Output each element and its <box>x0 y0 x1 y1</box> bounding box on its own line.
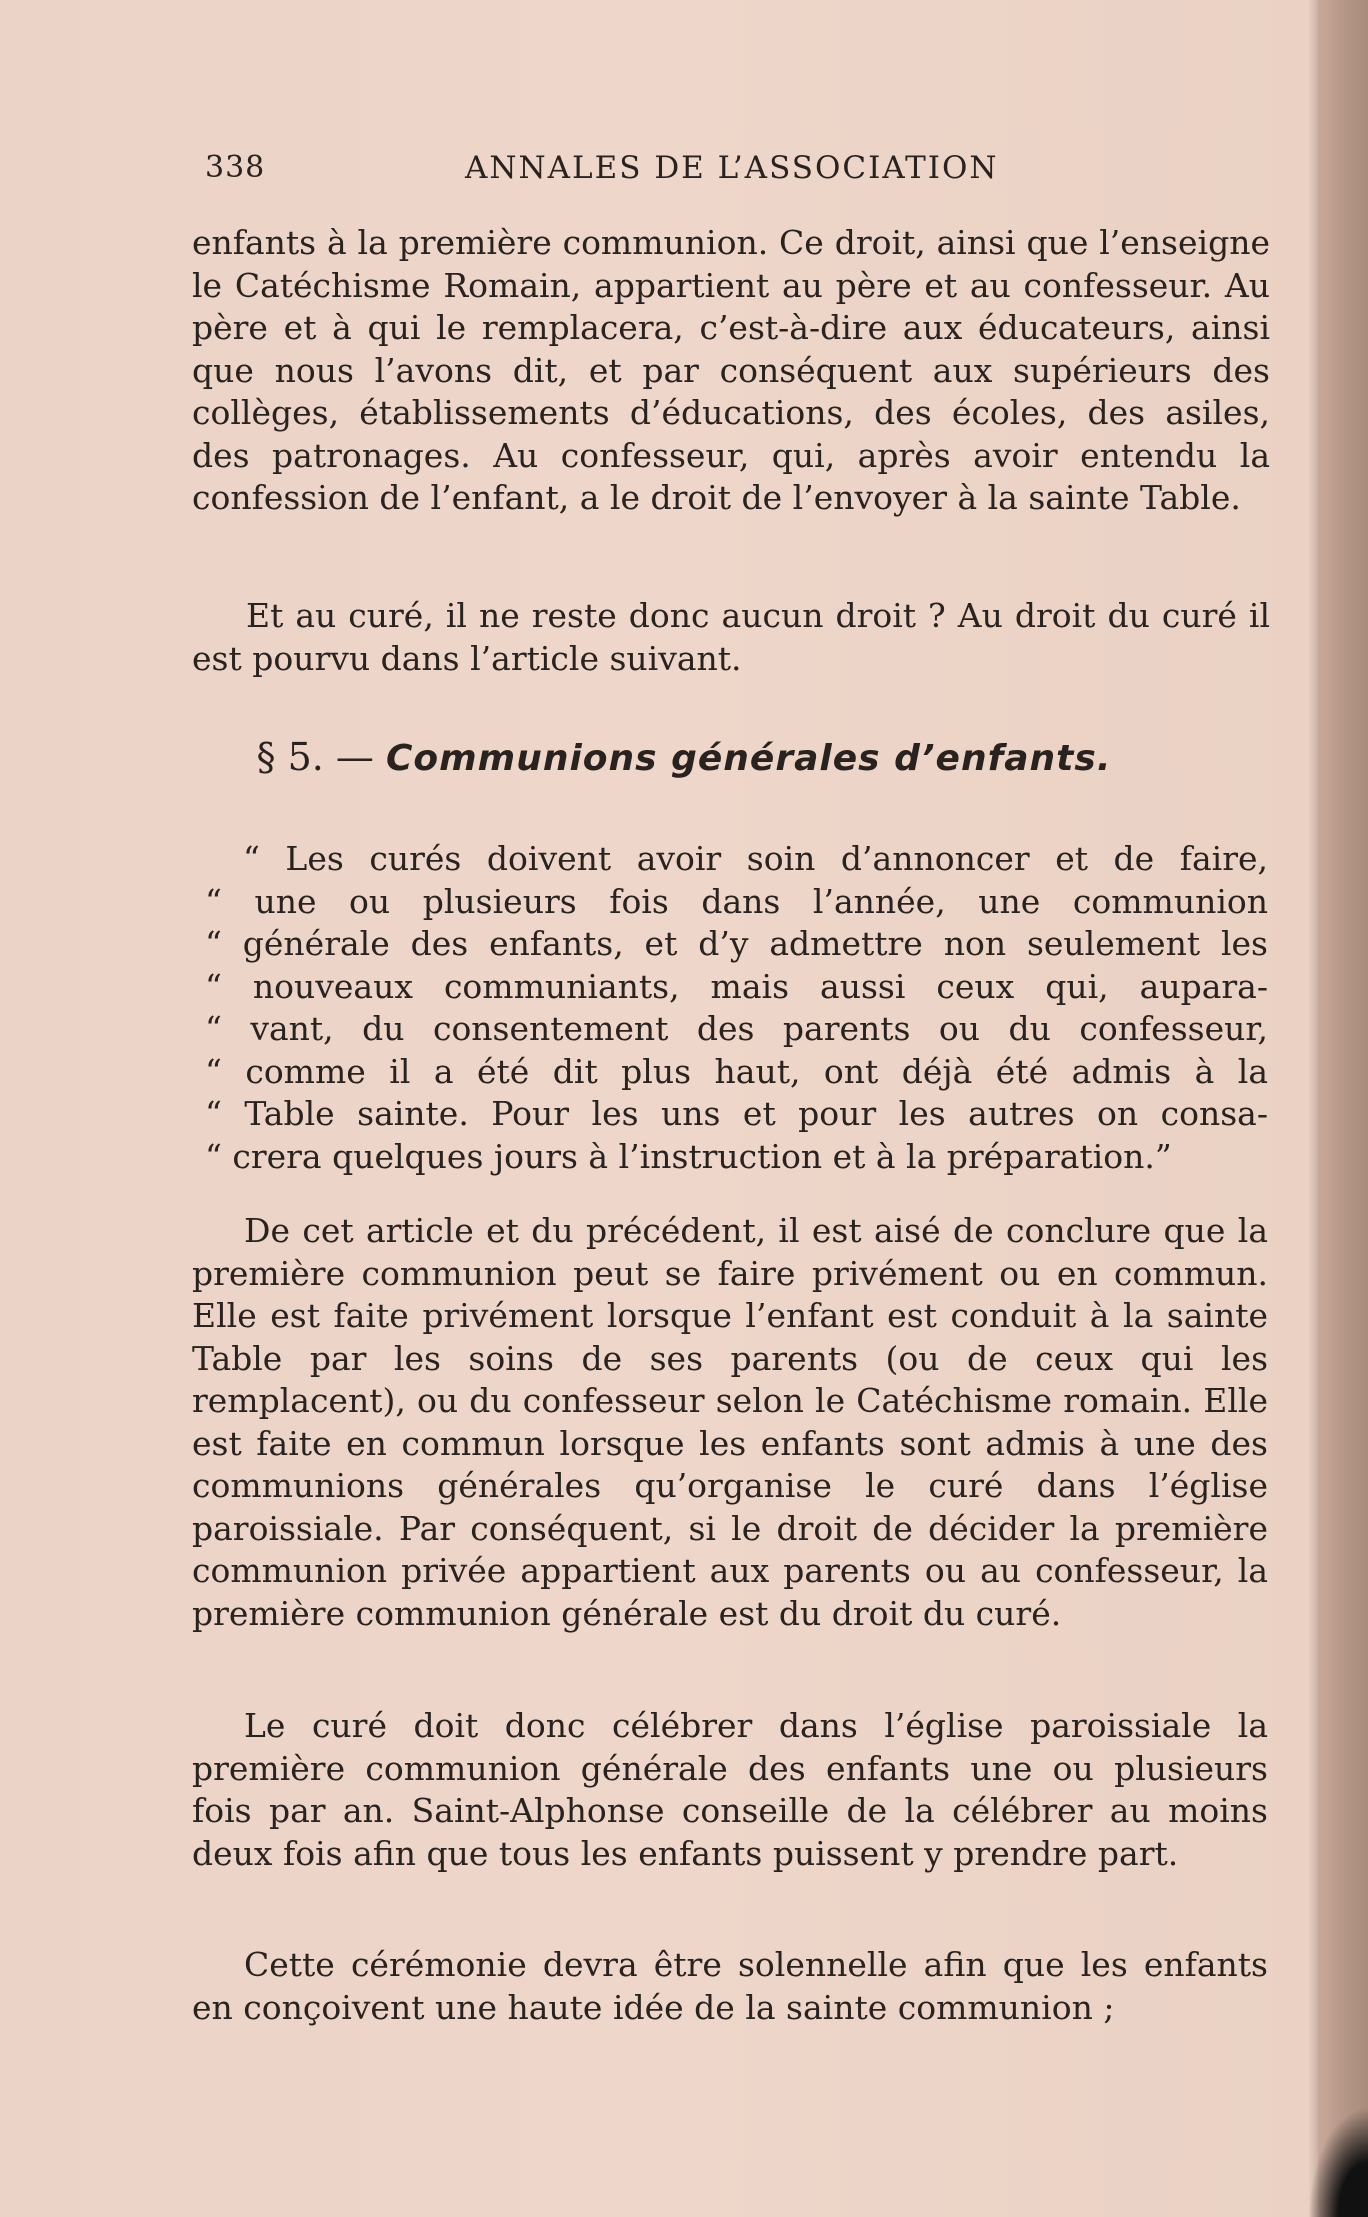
page-corner-shadow <box>1308 2107 1368 2217</box>
quote-line: “ crera quelques jours à l’instruction et à la préparation.” <box>205 1136 1172 1176</box>
paragraph-3: De cet article et du précédent, il est aisé de conclure que la première communion peut se faire privément ou en commun. Elle est faite privément lorsque l’enfant est conduit à la sainte Table par les soins de ses parents (ou de ceux qui les remplacent), ou du confesseur selon le Catéchisme romain. Elle est faite en commun lorsque les enfants sont admis à une des communions générales qu’organise le curé dans l’église paroissiale. Par conséquent, si le droit de décider la première communion privée appartient aux parents ou au confesseur, la première communion générale est du droit du curé. <box>192 1211 1268 1633</box>
paragraph-4: Le curé doit donc célébrer dans l’église paroissiale la première communion générale des enfants une ou plusieurs fois par an. Saint-Alphonse conseille de la célébrer au moins deux fois afin que tous les enfants puissent y prendre part. <box>192 1706 1268 1873</box>
page-edge <box>1318 0 1368 2217</box>
quote-line: “ vant, du consentement des parents ou du confesseur, <box>205 1009 1268 1048</box>
quote-block <box>205 838 1268 1178</box>
quote-line: “ Les curés doivent avoir soin d’annoncer et de faire, <box>243 839 1268 878</box>
quote-line: “ nouveaux communiants, mais aussi ceux qui, aupara- <box>205 966 1268 1006</box>
section-heading <box>0 735 1368 779</box>
section-number: § 5. — <box>256 735 374 779</box>
paragraph-1: enfants à la première communion. Ce droit, ainsi que l’enseigne le Catéchisme Romain, appartient au père et au confesseur. Au père et à qui le remplacera, c’est-à-dire aux éducateurs, ainsi que nous l’avons dit, et par conséquent aux supérieurs des collèges, établissements d’éducations, des écoles, des asiles, des patronages. Au confesseur, qui, après avoir entendu la confession de l’enfant, a le droit de l’envoyer à la sainte Table. <box>192 223 1270 517</box>
quote-line: “ Table sainte. Pour les uns et pour les autres on consa- <box>205 1094 1268 1133</box>
paragraph-2: Et au curé, il ne reste donc aucun droit ? Au droit du curé il est pourvu dans l’article suivant. <box>192 596 1270 678</box>
section-title: Communions générales d’enfants. <box>386 738 1112 779</box>
paragraph-5: Cette cérémonie devra être solennelle afin que les enfants en conçoivent une haute idée de la sainte communion ; <box>192 1945 1268 2027</box>
quote-line: “ comme il a été dit plus haut, ont déjà été admis à la <box>205 1051 1268 1091</box>
page-header <box>205 150 1280 195</box>
quote-line: “ une ou plusieurs fois dans l’année, une communion <box>205 881 1268 921</box>
quote-line: “ générale des enfants, et d’y admettre non seulement les <box>205 924 1268 963</box>
page-number: 338 <box>205 150 266 185</box>
running-head: ANNALES DE L’ASSOCIATION <box>465 150 999 186</box>
